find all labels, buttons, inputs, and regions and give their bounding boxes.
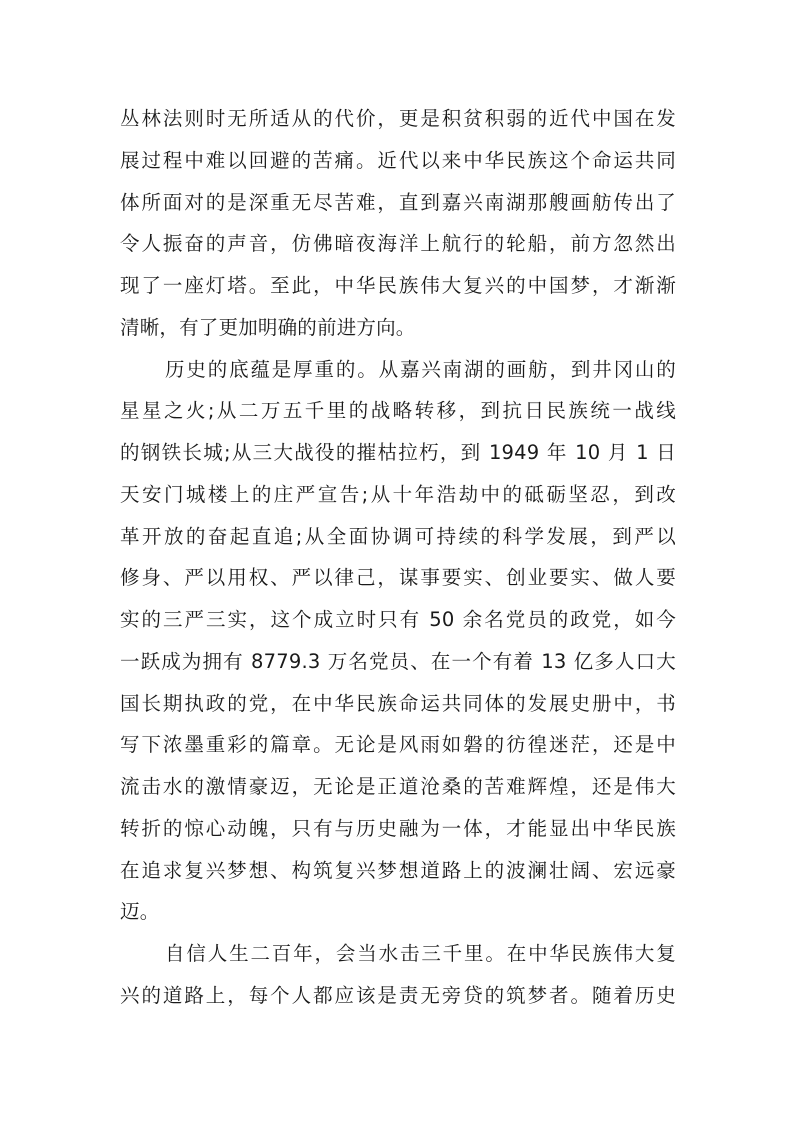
text-line: 丛林法则时无所适从的代价，更是积贫积弱的近代中国在发: [120, 107, 676, 130]
text-line: 星星之火;从二万五千里的战略转移，到抗日民族统一战线: [120, 399, 676, 423]
text-line: 一跃成为拥有 8779.3 万名党员、在一个有着 13 亿多人口大: [120, 649, 676, 673]
text-line: 展过程中难以回避的苦痛。近代以来中华民族这个命运共同: [120, 148, 676, 172]
text-line: 实的三严三实，这个成立时只有 50 余名党员的政党，如今: [120, 608, 676, 631]
text-line: 天安门城楼上的庄严宣告;从十年浩劫中的砥砺坚忍，到改: [120, 482, 676, 506]
text-line: 修身、严以用权、严以律己，谋事要实、创业要实、做人要: [120, 566, 676, 590]
text-line: 革开放的奋起直追;从全面协调可持续的科学发展，到严以: [120, 524, 676, 548]
text-line: 自信人生二百年，会当水击三千里。在中华民族伟大复: [165, 942, 676, 965]
text-line: 迈。: [120, 900, 160, 924]
body-text: [120, 98, 676, 1017]
text-line: 清晰，有了更加明确的前进方向。: [120, 315, 416, 339]
text-line: 现了一座灯塔。至此，中华民族伟大复兴的中国梦，才渐渐: [120, 274, 676, 297]
text-line: 在追求复兴梦想、构筑复兴梦想道路上的波澜壮阔、宏远豪: [120, 858, 676, 882]
text-line: 写下浓墨重彩的篇章。无论是风雨如磐的彷徨迷茫，还是中: [120, 733, 676, 757]
text-line: 兴的道路上，每个人都应该是责无旁贷的筑梦者。随着历史: [120, 983, 676, 1007]
text-line: 流击水的激情豪迈，无论是正道沧桑的苦难辉煌，还是伟大: [120, 775, 676, 798]
text-line: 历史的底蕴是厚重的。从嘉兴南湖的画舫，到井冈山的: [165, 357, 676, 381]
text-line: 的钢铁长城;从三大战役的摧枯拉朽，到 1949 年 10 月 1 日: [120, 441, 676, 464]
text-line: 转折的惊心动魄，只有与历史融为一体，才能显出中华民族: [120, 816, 676, 840]
text-line: 令人振奋的声音，仿佛暗夜海洋上航行的轮船，前方忽然出: [120, 232, 676, 256]
text-line: 国长期执政的党，在中华民族命运共同体的发展史册中，书: [120, 691, 676, 715]
text-line: 体所面对的是深重无尽苦难，直到嘉兴南湖那艘画舫传出了: [120, 190, 676, 214]
